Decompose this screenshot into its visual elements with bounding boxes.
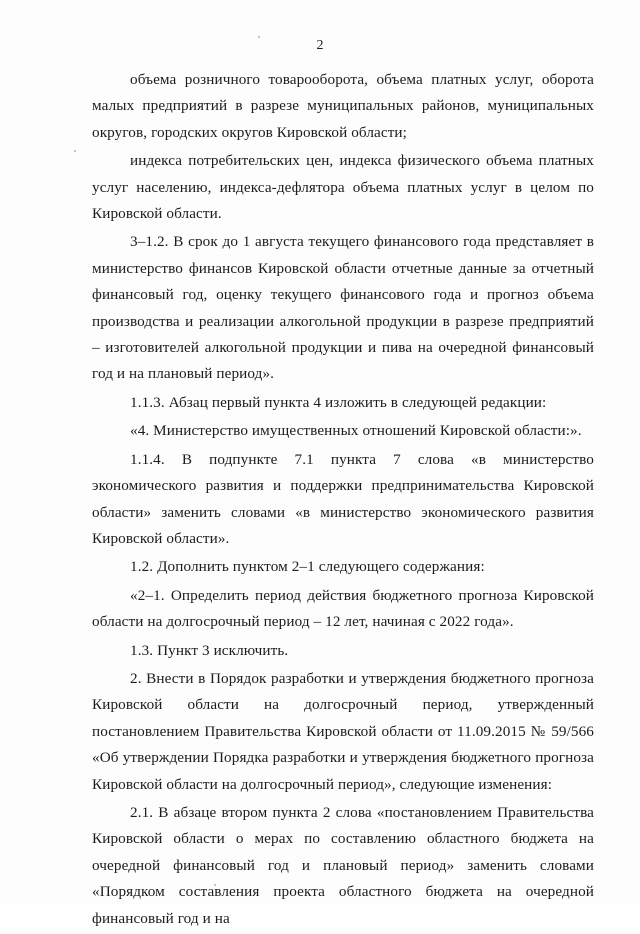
paragraph-3-1-2: 3–1.2. В срок до 1 августа текущего финансового года представляет в министерство финансов Кировской области отчетные данные за отчетный финансовый год, оценку текущего финансового года и прогноз объема производства и реализации алкогольной продукции в разрезе предприятий – изготовителей алкогольной продукции и пива на очередной финансовый год и на плановый период». — [92, 233, 594, 383]
scan-speck — [74, 150, 76, 152]
paragraph-2-1-period: «2–1. Определить период действия бюджетного прогноза Кировской области на долгосрочный период – 12 лет, начиная с 2022 года». — [92, 586, 594, 631]
paragraph-2-procedure: 2. Внести в Порядок разработки и утверждения бюджетного прогноза Кировской области на долгосрочный период, утвержденный постановлением Правительства Кировской области от 11.09.2015 № 59/566 «Об утверждении Порядка разработки и утверждения бюджетного прогноза Кировской области на долгосрочный период», следующие изменения: — [92, 669, 594, 793]
paragraph-1-1-3: 1.1.3. Абзац первый пункта 4 изложить в следующей редакции: — [130, 393, 547, 411]
paragraph-2-1-amendment: 2.1. В абзаце втором пункта 2 слова «постановлением Правительства Кировской области о мерах по составлению областного бюджета на очередной финансовый год и плановый период» заменить словами «Порядком составления проекта областного бюджета на очередной финансовый год и на — [92, 803, 594, 927]
paragraph-retail-turnover: объема розничного товарооборота, объема платных услуг, оборота малых предприятий в разрезе муниципальных районов, муниципальных округов, городских округов Кировской области; — [92, 71, 594, 141]
page-number: 2 — [316, 38, 324, 53]
paragraph-ministry-property: «4. Министерство имущественных отношений Кировской области:». — [130, 422, 582, 440]
paragraph-1-3: 1.3. Пункт 3 исключить. — [130, 641, 289, 659]
scan-speck — [258, 36, 260, 38]
paragraph-price-index: индекса потребительских цен, индекса физического объема платных услуг населению, индекса-дефлятора объема платных услуг в целом по Кировской области. — [92, 152, 594, 223]
document-body — [92, 67, 594, 934]
paragraph-1-2: 1.2. Дополнить пунктом 2–1 следующего содержания: — [130, 558, 485, 576]
paragraph-1-1-4: 1.1.4. В подпункте 7.1 пункта 7 слова «в министерство экономического развития и поддержки предпринимательства Кировской области» заменить словами «в министерство экономического развития Кировской области». — [92, 450, 594, 547]
